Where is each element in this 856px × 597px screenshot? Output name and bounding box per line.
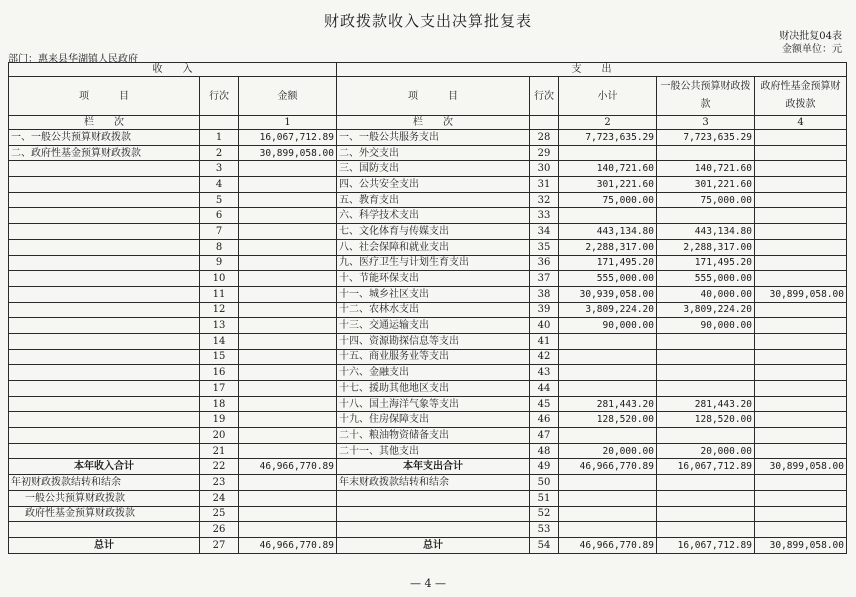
table-row	[9, 224, 847, 240]
income-row-no: 27	[200, 537, 239, 553]
fund-budget-amount	[755, 130, 847, 146]
income-amount	[239, 443, 337, 459]
income-item	[9, 239, 200, 255]
subtotal-amount: 3,809,224.20	[559, 302, 657, 318]
income-row-no: 11	[200, 286, 239, 302]
income-amount	[239, 522, 337, 538]
table-row	[9, 381, 847, 397]
income-item: 一、一般公共预算财政拨款	[9, 130, 200, 146]
income-row-no: 25	[200, 506, 239, 522]
table-row	[9, 506, 847, 522]
income-row-no: 7	[200, 224, 239, 240]
income-amount	[239, 177, 337, 193]
fund-budget-amount	[755, 412, 847, 428]
fund-budget-amount	[755, 475, 847, 491]
general-budget-amount	[657, 381, 755, 397]
fund-budget-amount	[755, 192, 847, 208]
expense-item	[337, 490, 530, 506]
expense-row-no: 47	[530, 428, 559, 444]
form-code: 财决批复04表	[779, 31, 842, 42]
subtotal-amount: 75,000.00	[559, 192, 657, 208]
fund-budget-amount	[755, 333, 847, 349]
table-row	[9, 396, 847, 412]
expense-row-no: 34	[530, 224, 559, 240]
income-row-no: 1	[200, 130, 239, 146]
income-item: 总计	[9, 537, 200, 553]
income-amount-header: 金额	[239, 77, 337, 116]
expense-item: 总计	[337, 537, 530, 553]
table-row	[9, 349, 847, 365]
expense-item: 二、外交支出	[337, 145, 530, 161]
income-item: 年初财政拨款结转和结余	[9, 475, 200, 491]
expense-row-no: 53	[530, 522, 559, 538]
table-row	[9, 177, 847, 193]
income-item: 二、政府性基金预算财政拨款	[9, 145, 200, 161]
fund-budget-header: 政府性基金预算财政拨款	[755, 77, 847, 116]
general-budget-amount: 16,067,712.89	[657, 537, 755, 553]
column-index-label: 栏 次	[9, 116, 200, 130]
subtotal-amount	[559, 475, 657, 491]
expense-item-header: 项 目	[337, 77, 530, 116]
subtotal-amount	[559, 365, 657, 381]
expense-item: 本年支出合计	[337, 459, 530, 475]
subtotal-amount	[559, 522, 657, 538]
expense-row-no: 39	[530, 302, 559, 318]
report-title: 财政拨款收入支出决算批复表	[323, 12, 532, 30]
income-item	[9, 365, 200, 381]
subtotal-amount	[559, 506, 657, 522]
income-item	[9, 443, 200, 459]
department-label: 部门：惠来县华湖镇人民政府	[8, 54, 138, 65]
subtotal-amount: 301,221.60	[559, 177, 657, 193]
expense-item	[337, 522, 530, 538]
table-row	[9, 192, 847, 208]
income-item-header: 项 目	[9, 77, 200, 116]
expense-item	[337, 506, 530, 522]
column-index-1: 1	[239, 116, 337, 130]
fund-budget-amount	[755, 506, 847, 522]
expense-item: 十二、农林水支出	[337, 302, 530, 318]
subtotal-amount: 140,721.60	[559, 161, 657, 177]
unit-label: 金额单位：元	[782, 44, 842, 55]
income-amount	[239, 428, 337, 444]
table-row	[9, 333, 847, 349]
fund-budget-amount	[755, 396, 847, 412]
expense-row-no: 32	[530, 192, 559, 208]
subtotal-amount: 90,000.00	[559, 318, 657, 334]
income-item	[9, 428, 200, 444]
subtotal-amount: 7,723,635.29	[559, 130, 657, 146]
income-amount	[239, 286, 337, 302]
general-budget-amount: 128,520.00	[657, 412, 755, 428]
income-row-no: 2	[200, 145, 239, 161]
subtotal-amount	[559, 333, 657, 349]
income-amount	[239, 490, 337, 506]
expense-item: 二十一、其他支出	[337, 443, 530, 459]
fund-budget-amount	[755, 161, 847, 177]
income-item	[9, 349, 200, 365]
expense-row-no: 54	[530, 537, 559, 553]
income-amount	[239, 396, 337, 412]
page-number: — 4 —	[410, 577, 446, 590]
column-index-4: 4	[755, 116, 847, 130]
income-amount	[239, 192, 337, 208]
column-index-label-2: 栏 次	[337, 116, 530, 130]
income-item	[9, 192, 200, 208]
general-budget-amount: 90,000.00	[657, 318, 755, 334]
table-row	[9, 130, 847, 146]
table-row	[9, 145, 847, 161]
fund-budget-amount	[755, 224, 847, 240]
table-body	[9, 130, 847, 554]
income-row-no: 20	[200, 428, 239, 444]
income-item	[9, 302, 200, 318]
expense-row-no: 51	[530, 490, 559, 506]
income-item	[9, 286, 200, 302]
subtotal-amount	[559, 490, 657, 506]
appropriation-table	[8, 62, 847, 554]
expense-item: 六、科学技术支出	[337, 208, 530, 224]
fund-budget-amount	[755, 177, 847, 193]
expense-row-no: 41	[530, 333, 559, 349]
income-amount	[239, 271, 337, 287]
table-row	[9, 475, 847, 491]
column-index-2: 2	[559, 116, 657, 130]
expense-row-no: 37	[530, 271, 559, 287]
income-amount	[239, 381, 337, 397]
fund-budget-amount	[755, 365, 847, 381]
table-row	[9, 443, 847, 459]
subtotal-amount	[559, 381, 657, 397]
general-budget-amount: 20,000.00	[657, 443, 755, 459]
expense-item: 十一、城乡社区支出	[337, 286, 530, 302]
income-row-no: 26	[200, 522, 239, 538]
expense-row-no: 35	[530, 239, 559, 255]
expense-row-no: 36	[530, 255, 559, 271]
general-budget-amount: 75,000.00	[657, 192, 755, 208]
table-row	[9, 255, 847, 271]
general-budget-amount: 555,000.00	[657, 271, 755, 287]
income-row-no: 3	[200, 161, 239, 177]
general-budget-amount	[657, 349, 755, 365]
fund-budget-amount	[755, 208, 847, 224]
income-amount	[239, 255, 337, 271]
general-budget-header: 一般公共预算财政拨款	[657, 77, 755, 116]
general-budget-amount	[657, 365, 755, 381]
income-row-no: 18	[200, 396, 239, 412]
income-amount	[239, 333, 337, 349]
table-row	[9, 208, 847, 224]
subtotal-amount: 46,966,770.89	[559, 459, 657, 475]
expense-row-no: 48	[530, 443, 559, 459]
expense-item: 四、公共安全支出	[337, 177, 530, 193]
expense-item: 十九、住房保障支出	[337, 412, 530, 428]
income-row-no: 15	[200, 349, 239, 365]
expense-item: 年末财政拨款结转和结余	[337, 475, 530, 491]
general-budget-amount: 443,134.80	[657, 224, 755, 240]
general-budget-amount: 281,443.20	[657, 396, 755, 412]
table-row	[9, 239, 847, 255]
income-item	[9, 522, 200, 538]
table-row	[9, 459, 847, 475]
subtotal-amount	[559, 145, 657, 161]
income-row-no: 22	[200, 459, 239, 475]
expense-item: 八、社会保障和就业支出	[337, 239, 530, 255]
subtotal-header: 小计	[559, 77, 657, 116]
income-amount	[239, 239, 337, 255]
income-row-no: 17	[200, 381, 239, 397]
subtotal-amount: 2,288,317.00	[559, 239, 657, 255]
subtotal-amount	[559, 349, 657, 365]
income-row-no: 19	[200, 412, 239, 428]
income-amount	[239, 302, 337, 318]
income-item: 政府性基金预算财政拨款	[9, 506, 200, 522]
expense-row-no: 44	[530, 381, 559, 397]
fund-budget-amount	[755, 318, 847, 334]
fund-budget-amount	[755, 271, 847, 287]
subtotal-amount: 128,520.00	[559, 412, 657, 428]
fund-budget-amount: 30,899,058.00	[755, 459, 847, 475]
general-budget-amount	[657, 145, 755, 161]
fund-budget-amount	[755, 522, 847, 538]
expense-item: 九、医疗卫生与计划生育支出	[337, 255, 530, 271]
income-item	[9, 177, 200, 193]
income-row-no: 21	[200, 443, 239, 459]
income-item	[9, 161, 200, 177]
general-budget-amount: 40,000.00	[657, 286, 755, 302]
expense-row-no: 30	[530, 161, 559, 177]
expense-item: 十八、国土海洋气象等支出	[337, 396, 530, 412]
expense-item: 一、一般公共服务支出	[337, 130, 530, 146]
income-row-no: 24	[200, 490, 239, 506]
subtotal-amount	[559, 208, 657, 224]
income-row-no: 13	[200, 318, 239, 334]
income-amount	[239, 506, 337, 522]
expense-item: 十三、交通运输支出	[337, 318, 530, 334]
subtotal-amount: 281,443.20	[559, 396, 657, 412]
table-row	[9, 428, 847, 444]
income-amount: 30,899,058.00	[239, 145, 337, 161]
table-row	[9, 318, 847, 334]
general-budget-amount: 301,221.60	[657, 177, 755, 193]
expense-item: 五、教育支出	[337, 192, 530, 208]
general-budget-amount	[657, 522, 755, 538]
expense-item: 十四、资源勘探信息等支出	[337, 333, 530, 349]
subtotal-amount: 443,134.80	[559, 224, 657, 240]
general-budget-amount: 171,495.20	[657, 255, 755, 271]
fund-budget-amount: 30,899,058.00	[755, 286, 847, 302]
general-budget-amount	[657, 475, 755, 491]
income-amount	[239, 365, 337, 381]
income-amount	[239, 208, 337, 224]
income-row-no: 10	[200, 271, 239, 287]
table-row	[9, 537, 847, 553]
expense-row-no: 52	[530, 506, 559, 522]
fund-budget-amount: 30,899,058.00	[755, 537, 847, 553]
income-amount	[239, 318, 337, 334]
table-row	[9, 490, 847, 506]
fund-budget-amount	[755, 302, 847, 318]
income-item	[9, 208, 200, 224]
income-row-no: 12	[200, 302, 239, 318]
income-item	[9, 333, 200, 349]
expense-row-no: 33	[530, 208, 559, 224]
income-row-no: 5	[200, 192, 239, 208]
general-budget-amount: 16,067,712.89	[657, 459, 755, 475]
income-amount: 46,966,770.89	[239, 459, 337, 475]
income-row-no: 8	[200, 239, 239, 255]
income-amount	[239, 349, 337, 365]
income-item	[9, 396, 200, 412]
general-budget-amount	[657, 506, 755, 522]
income-item: 一般公共预算财政拨款	[9, 490, 200, 506]
expense-row-no: 38	[530, 286, 559, 302]
table-row	[9, 412, 847, 428]
income-item	[9, 381, 200, 397]
table-row	[9, 302, 847, 318]
general-budget-amount	[657, 333, 755, 349]
expense-row-no: 28	[530, 130, 559, 146]
subtotal-amount: 555,000.00	[559, 271, 657, 287]
expense-row-no: 40	[530, 318, 559, 334]
expense-row-no: 49	[530, 459, 559, 475]
subtotal-amount: 46,966,770.89	[559, 537, 657, 553]
income-row-no-header: 行次	[200, 77, 239, 116]
general-budget-amount: 7,723,635.29	[657, 130, 755, 146]
fund-budget-amount	[755, 490, 847, 506]
subtotal-amount	[559, 428, 657, 444]
general-budget-amount	[657, 208, 755, 224]
income-amount	[239, 412, 337, 428]
table-row	[9, 271, 847, 287]
income-item	[9, 318, 200, 334]
income-item	[9, 255, 200, 271]
expense-item: 十五、商业服务业等支出	[337, 349, 530, 365]
table-row	[9, 365, 847, 381]
expense-row-no: 50	[530, 475, 559, 491]
expense-item: 三、国防支出	[337, 161, 530, 177]
fund-budget-amount	[755, 255, 847, 271]
general-budget-amount: 140,721.60	[657, 161, 755, 177]
expense-row-no: 29	[530, 145, 559, 161]
fund-budget-amount	[755, 145, 847, 161]
income-amount	[239, 475, 337, 491]
income-section-header: 收 入	[9, 63, 337, 77]
expense-item: 十七、援助其他地区支出	[337, 381, 530, 397]
income-amount: 16,067,712.89	[239, 130, 337, 146]
income-item: 本年收入合计	[9, 459, 200, 475]
income-amount	[239, 161, 337, 177]
income-row-no: 4	[200, 177, 239, 193]
income-item	[9, 224, 200, 240]
income-item	[9, 412, 200, 428]
expense-item: 十六、金融支出	[337, 365, 530, 381]
income-amount	[239, 224, 337, 240]
general-budget-amount: 2,288,317.00	[657, 239, 755, 255]
column-index-3: 3	[657, 116, 755, 130]
subtotal-amount: 171,495.20	[559, 255, 657, 271]
expense-row-no-header: 行次	[530, 77, 559, 116]
table-row	[9, 286, 847, 302]
expense-row-no: 45	[530, 396, 559, 412]
expense-item: 十、节能环保支出	[337, 271, 530, 287]
expense-item: 二十、粮油物资储备支出	[337, 428, 530, 444]
fund-budget-amount	[755, 428, 847, 444]
income-row-no: 14	[200, 333, 239, 349]
expense-item: 七、文化体育与传媒支出	[337, 224, 530, 240]
fund-budget-amount	[755, 443, 847, 459]
expense-row-no: 46	[530, 412, 559, 428]
income-row-no: 16	[200, 365, 239, 381]
income-row-no: 6	[200, 208, 239, 224]
table-row	[9, 161, 847, 177]
general-budget-amount: 3,809,224.20	[657, 302, 755, 318]
subtotal-amount: 30,939,058.00	[559, 286, 657, 302]
general-budget-amount	[657, 428, 755, 444]
subtotal-amount: 20,000.00	[559, 443, 657, 459]
expense-row-no: 42	[530, 349, 559, 365]
expense-section-header: 支 出	[337, 63, 847, 77]
fund-budget-amount	[755, 349, 847, 365]
expense-row-no: 43	[530, 365, 559, 381]
table-row	[9, 522, 847, 538]
fund-budget-amount	[755, 239, 847, 255]
income-amount: 46,966,770.89	[239, 537, 337, 553]
expense-row-no: 31	[530, 177, 559, 193]
fund-budget-amount	[755, 381, 847, 397]
general-budget-amount	[657, 490, 755, 506]
income-row-no: 23	[200, 475, 239, 491]
income-item	[9, 271, 200, 287]
income-row-no: 9	[200, 255, 239, 271]
